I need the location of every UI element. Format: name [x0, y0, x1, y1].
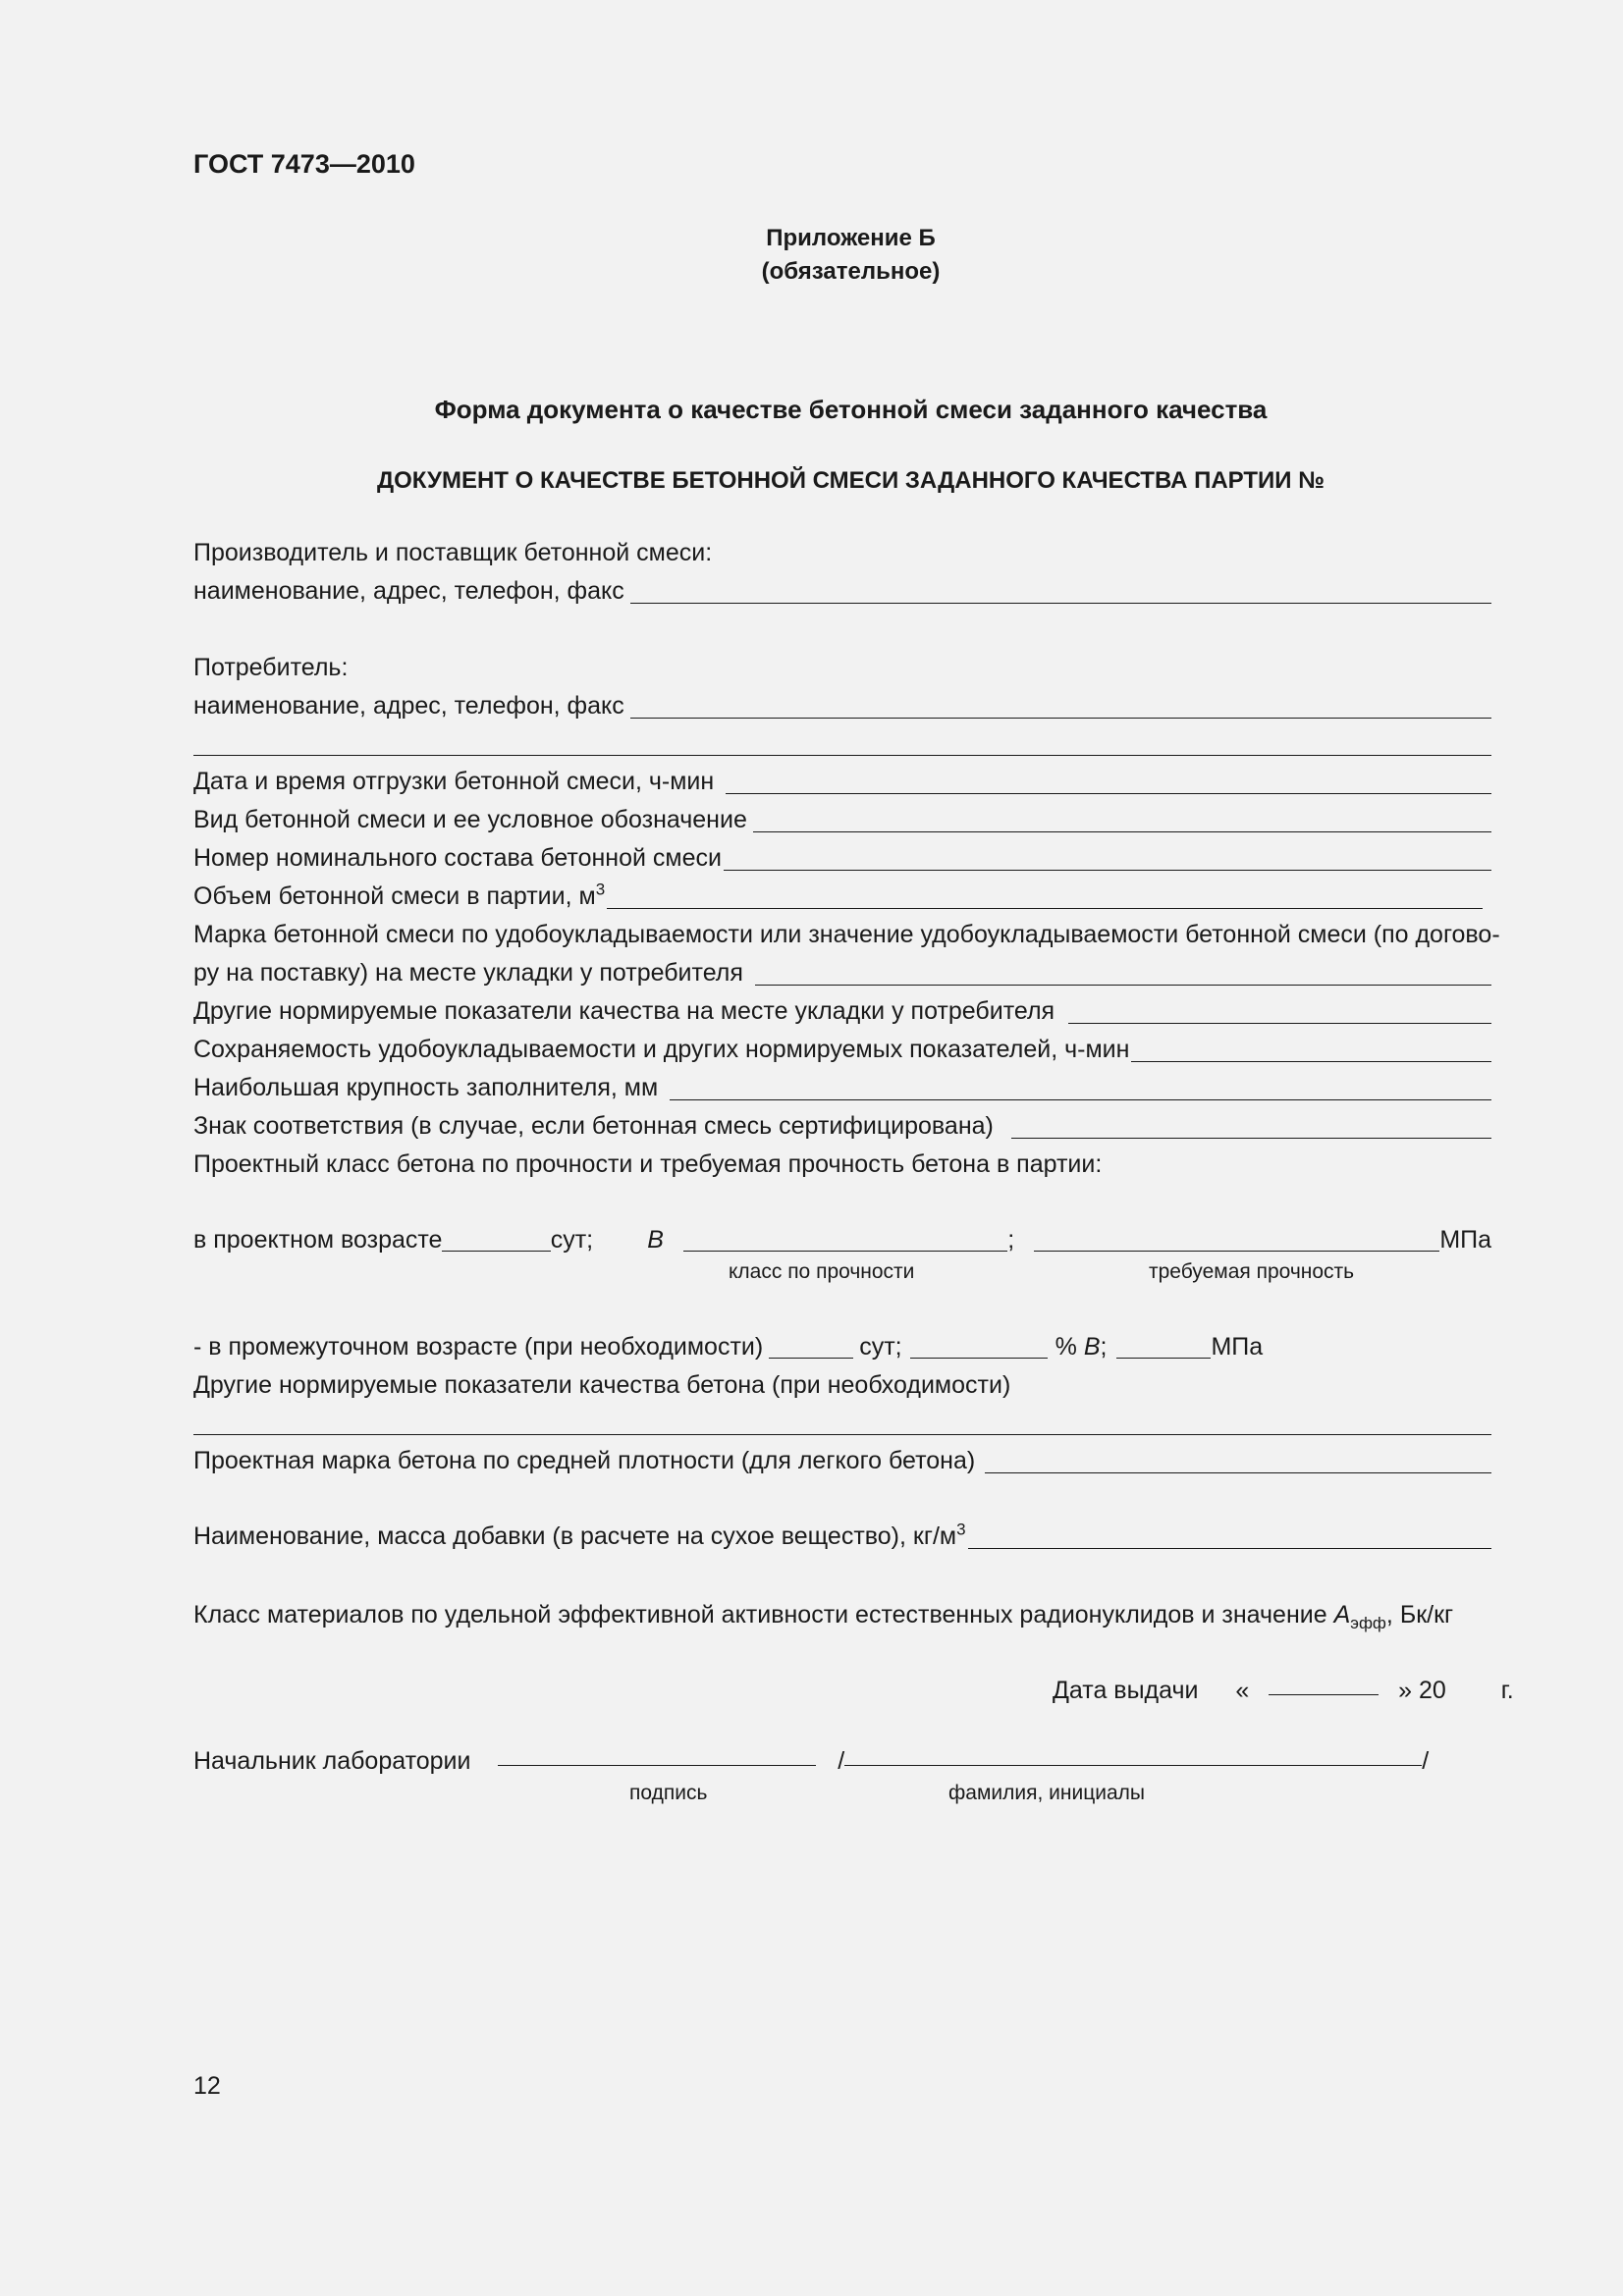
design-strength-heading: Проектный класс бетона по прочности и требуемая прочность бетона в партии:	[193, 1150, 1103, 1178]
additive-line[interactable]	[968, 1548, 1491, 1549]
appendix-status: (обязательное)	[761, 258, 941, 285]
design-strength-unit: МПа	[1439, 1226, 1492, 1254]
consumer-details-row	[193, 691, 1491, 721]
radionuclide-unit: , Бк/кг	[1385, 1601, 1454, 1629]
consumer-heading: Потребитель:	[193, 654, 349, 681]
additive-label: Наименование, масса добавки (в расчете на сухое вещество), $кг/м^3$	[193, 1520, 966, 1550]
issue-date-year-suffix: г.	[1500, 1677, 1514, 1704]
signature-name-line[interactable]	[844, 1765, 1422, 1766]
mix-type-line[interactable]	[753, 831, 1491, 832]
mix-type-row	[193, 805, 1491, 834]
form-title: Форма документа о качестве бетонной смеси заданного качества	[434, 395, 1268, 424]
caption-signature: подпись	[629, 1782, 708, 1804]
workability-row	[193, 958, 1491, 988]
producer-details-label: наименование, адрес, телефон, факс	[193, 577, 624, 605]
other-indicators-site-label: Другие нормируемые показатели качества на месте укладки у потребителя	[193, 997, 1055, 1025]
intermediate-days-unit: сут;	[859, 1333, 902, 1361]
signature-slash-left: /	[838, 1747, 845, 1775]
intermediate-strength-unit: МПа	[1211, 1333, 1264, 1361]
producer-details-row	[193, 576, 1491, 606]
standard-header: ГОСТ 7473—2010	[193, 149, 415, 179]
conformity-mark-label: Знак соответствия (в случае, если бетонная смесь сертифицирована)	[193, 1112, 994, 1140]
producer-heading: Производитель и поставщик бетонной смеси:	[193, 539, 713, 566]
workability-line[interactable]	[755, 985, 1491, 986]
intermediate-class-letter: B	[1083, 1333, 1101, 1361]
workability-label-line1: Марка бетонной смеси по удобоукладываемости или значение удобоукладываемости бетонной смеси (по догово-	[193, 921, 1500, 948]
consumer-details-line[interactable]	[630, 718, 1491, 719]
signature-slash-right: /	[1422, 1747, 1430, 1775]
other-indicators-site-line[interactable]	[1068, 1023, 1491, 1024]
workability-label-line2: ру на поставку) на месте укладки у потребителя	[193, 959, 743, 987]
shipment-datetime-line[interactable]	[726, 793, 1491, 794]
density-grade-line[interactable]	[985, 1472, 1491, 1473]
volume-row	[193, 881, 1483, 911]
radionuclide-row	[193, 1600, 1454, 1632]
signature-line[interactable]	[498, 1765, 816, 1766]
max-aggregate-label: Наибольшая крупность заполнителя, мм	[193, 1074, 659, 1101]
volume-label: Объем бетонной смеси в партии, $м^3$	[193, 880, 606, 910]
design-age-row	[193, 1225, 1491, 1255]
issue-date-label: Дата выдачи	[1053, 1677, 1199, 1704]
mix-type-label: Вид бетонной смеси и ее условное обозначение	[193, 806, 747, 833]
workability-retention-row	[193, 1035, 1491, 1064]
producer-details-line[interactable]	[630, 603, 1491, 604]
issue-date-day-month-line[interactable]	[1269, 1694, 1379, 1695]
intermediate-percent-line[interactable]	[910, 1358, 1048, 1359]
design-class-semicolon: ;	[1007, 1226, 1015, 1254]
design-class-letter: B	[647, 1226, 664, 1254]
max-aggregate-line[interactable]	[670, 1099, 1491, 1100]
workability-retention-line[interactable]	[1131, 1061, 1491, 1062]
page-number: 12	[193, 2072, 221, 2100]
consumer-details-label: наименование, адрес, телефон, факс	[193, 692, 624, 720]
intermediate-age-row	[193, 1332, 1491, 1362]
workability-retention-label: Сохраняемость удобоукладываемости и других нормируемых показателей, ч-мин	[193, 1036, 1130, 1063]
density-grade-label: Проектная марка бетона по средней плотности (для легкого бетона)	[193, 1447, 976, 1474]
additive-exponent: 3	[956, 1520, 966, 1539]
shipment-datetime-row	[193, 767, 1491, 796]
composition-number-line[interactable]	[724, 870, 1491, 871]
signature-row	[193, 1746, 1429, 1776]
document-title: ДОКУМЕНТ О КАЧЕСТВЕ БЕТОННОЙ СМЕСИ ЗАДАННОГО КАЧЕСТВА ПАРТИИ №	[377, 467, 1325, 494]
max-aggregate-row	[193, 1073, 1491, 1102]
intermediate-semicolon: ;	[1100, 1333, 1108, 1361]
radionuclide-label: Класс материалов по удельной эффективной активности естественных радионуклидов и значение	[193, 1601, 1327, 1629]
shipment-datetime-label: Дата и время отгрузки бетонной смеси, ч-мин	[193, 768, 715, 795]
consumer-details-line-2[interactable]	[193, 755, 1491, 756]
intermediate-percent-sign: %	[1055, 1333, 1077, 1361]
radionuclide-symbol: A	[1333, 1601, 1351, 1629]
volume-exponent: 3	[595, 880, 606, 899]
density-grade-row	[193, 1446, 1491, 1475]
radionuclide-subscript: эфф	[1350, 1614, 1386, 1632]
other-concrete-indicators-line[interactable]	[193, 1434, 1491, 1435]
conformity-mark-line[interactable]	[1011, 1138, 1491, 1139]
design-age-days-unit: сут;	[550, 1226, 594, 1254]
issue-date-close-quote: » 20	[1398, 1677, 1446, 1704]
composition-number-label: Номер номинального состава бетонной смеси	[193, 844, 722, 872]
design-required-strength-line[interactable]	[1034, 1251, 1439, 1252]
caption-name-initials: фамилия, инициалы	[948, 1782, 1145, 1804]
issue-date-open-quote: «	[1235, 1677, 1250, 1704]
appendix-title: Приложение Б	[766, 225, 936, 251]
volume-line[interactable]	[607, 908, 1483, 909]
caption-required-strength: требуемая прочность	[1149, 1260, 1355, 1283]
other-indicators-site-row	[193, 996, 1491, 1026]
design-age-days-line[interactable]	[442, 1251, 550, 1252]
design-class-line[interactable]	[683, 1251, 1008, 1252]
caption-strength-class: класс по прочности	[729, 1260, 915, 1283]
signature-label: Начальник лаборатории	[193, 1747, 471, 1775]
intermediate-age-label: - в промежуточном возрасте (при необходимости)	[193, 1333, 764, 1361]
conformity-mark-row	[193, 1111, 1491, 1141]
issue-date-row	[1053, 1676, 1514, 1705]
design-age-label: в проектном возрасте	[193, 1226, 443, 1254]
composition-number-row	[193, 843, 1491, 873]
other-concrete-indicators-label: Другие нормируемые показатели качества бетона (при необходимости)	[193, 1371, 1011, 1399]
intermediate-strength-line[interactable]	[1116, 1358, 1211, 1359]
intermediate-days-line[interactable]	[769, 1358, 853, 1359]
additive-row	[193, 1522, 1491, 1551]
